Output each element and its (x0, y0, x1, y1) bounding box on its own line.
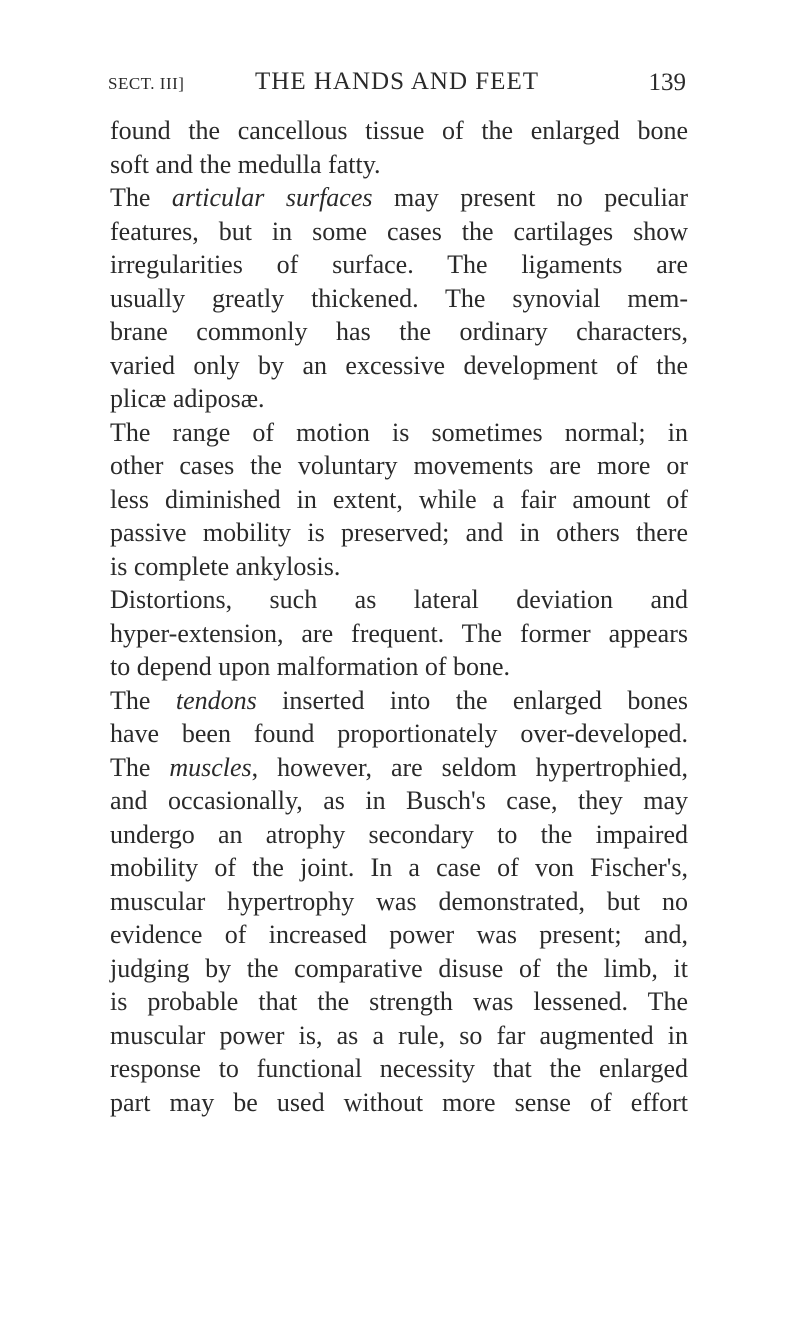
text-line: The range of motion is sometimes normal; in (110, 417, 688, 447)
text-line: evidence of increased power was present; and, (110, 920, 688, 949)
text-line: muscular power is, as a rule, so far augmented in (110, 1020, 688, 1050)
italic-term: muscles (169, 752, 252, 782)
text-line: usually greatly thickened. The synovial mem- (110, 283, 688, 313)
text-line: is probable that the strength was lessened. The (110, 987, 688, 1016)
text-line: other cases the voluntary movements are more or (110, 451, 688, 480)
page-number: 139 (648, 69, 686, 96)
text-line: less diminished in extent, while a fair amount of (110, 484, 688, 514)
text-line: found the cancellous tissue of the enlarged bone (110, 116, 688, 145)
italic-term: tendons (175, 685, 257, 715)
text-line: judging by the comparative disuse of the limb, it (110, 953, 688, 983)
text-line (110, 181, 688, 215)
text-line: part may be used without more sense of effort (110, 1087, 688, 1117)
section-label: SECT. III] (108, 74, 185, 93)
text-line: undergo an atrophy secondary to the impaired (110, 819, 688, 849)
running-title: THE HANDS AND FEET (255, 68, 539, 95)
text-line: passive mobility is preserved; and in others there (110, 518, 688, 547)
text-line: soft and the medulla fatty. (110, 149, 381, 179)
text-line: plicæ adiposæ. (110, 384, 265, 413)
text-line: is complete ankylosis. (110, 551, 341, 581)
text-line: and occasionally, as in Busch's case, they may (110, 786, 688, 815)
text-line: to depend upon malformation of bone. (110, 652, 511, 681)
text-line (110, 751, 688, 785)
text-line: have been found proportionately over-developed. (110, 719, 688, 748)
text-line: irregularities of surface. The ligaments are (110, 250, 688, 279)
text-line: Distortions, such as lateral deviation and (110, 585, 688, 614)
text-line: response to functional necessity that the enlarged (110, 1054, 688, 1083)
text-segment: The (110, 685, 176, 715)
text-line (110, 684, 688, 718)
text-line: brane commonly has the ordinary characters, (110, 317, 688, 346)
text-segment: inserted into the enlarged bones (256, 685, 688, 715)
text-line: mobility of the joint. In a case of von Fischer's, (110, 853, 688, 882)
text-segment: may present no peculiar (372, 183, 688, 212)
text-segment: , however, are seldom hypertrophied, (251, 752, 688, 782)
text-segment: The (110, 752, 170, 782)
body-text (110, 114, 688, 1119)
text-line: hyper-extension, are frequent. The former appears (110, 618, 688, 648)
running-head (108, 64, 686, 104)
text-segment: The (110, 183, 172, 212)
italic-term: articular surfaces (171, 183, 373, 212)
text-line: muscular hypertrophy was demonstrated, but no (110, 886, 688, 916)
text-line: features, but in some cases the cartilages show (110, 216, 688, 246)
text-line: varied only by an excessive development of the (110, 350, 688, 380)
